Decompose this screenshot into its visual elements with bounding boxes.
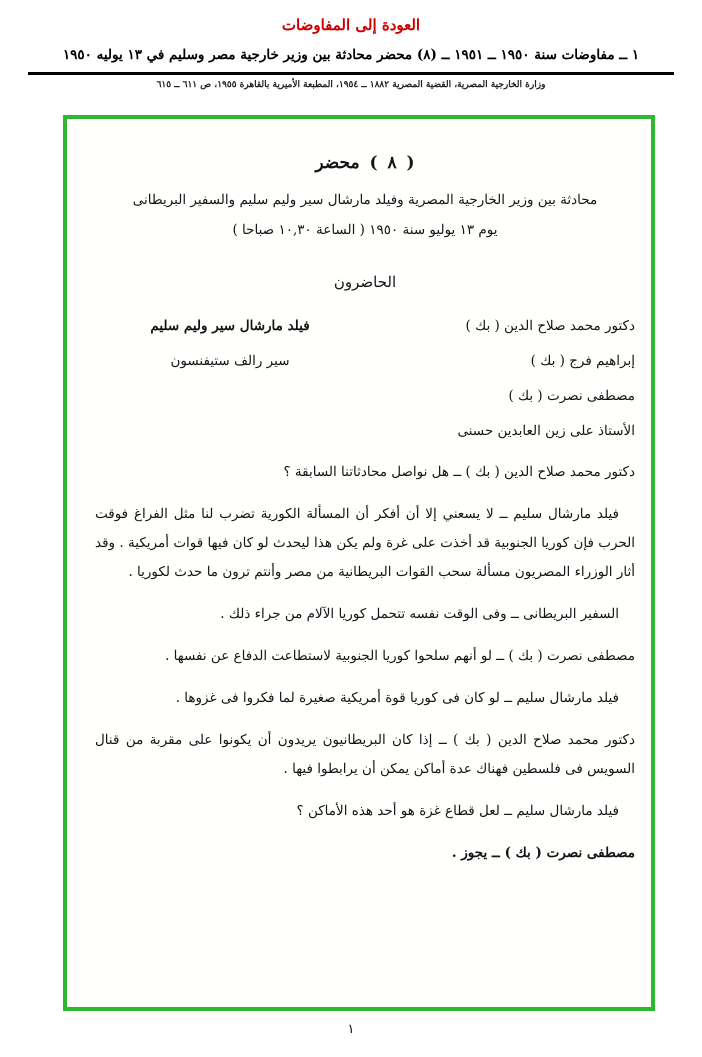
attendee-name-egyptian: مصطفى نصرت ( بك ) xyxy=(508,388,635,404)
attendees-heading: الحاضرون xyxy=(333,273,397,291)
header-section-title: ١ ــ مفاوضات سنة ١٩٥٠ ــ ١٩٥١ ــ (٨) محضر محادثة بين وزير خارجية مصر وسليم في ١٣ يوليه ١٩٥٠ xyxy=(62,47,640,63)
dialogue-paragraph: فيلد مارشال سليم ــ لا يسعني إلا أن أفكر أن المسألة الكورية تضرب لنا مثل الفراغ فوقت الحرب فإن كوريا الجنوبية قد أخذت على غرة ولم يكن هذا ليحدث لو كان فيها قوات أمريكية . وقد أثار الوزراء المصريون مسألة سحب القوات البريطانية من مصر وأنتم ترون ما حدث لكوريا . xyxy=(95,506,635,580)
dialogue-paragraph: فيلد مارشال سليم ــ لعل قطاع غزة هو أحد هذه الأماكن ؟ xyxy=(296,803,619,819)
attendee-name-british: سير رالف ستيفنسون xyxy=(170,353,290,369)
attendee-name-british: فيلد مارشال سير وليم سليم xyxy=(150,318,310,334)
header-divider xyxy=(28,72,674,75)
doc-title: ( ٨ ) محضر xyxy=(315,153,415,173)
dialogue-paragraph: مصطفى نصرت ( بك ) ــ يجوز . xyxy=(451,845,635,861)
page-header xyxy=(0,0,702,90)
attendee-name-egyptian: الأستاذ على زين العابدين حسنى xyxy=(457,423,635,439)
header-back-title: العودة إلى المفاوضات xyxy=(281,16,421,34)
attendee-row xyxy=(95,418,635,444)
header-citation: وزارة الخارجية المصرية، القضية المصرية ١٨٨٢ ــ ١٩٥٤، المطبعة الأميرية بالقاهرة ١٩٥٥، ص ٦١١ ــ ٦١٥ xyxy=(156,80,546,90)
doc-subtitle-line2: يوم ١٣ يوليو سنة ١٩٥٠ ( الساعة ١٠,٣٠ صباحا ) xyxy=(232,222,498,238)
attendee-row xyxy=(95,348,635,374)
attendee-name-british xyxy=(95,418,365,444)
dialogue-paragraph: دكتور محمد صلاح الدين ( بك ) ــ إذا كان البريطانيون يريدون أن يكونوا على مقربة من قنال السويس فى فلسطين فهناك عدة أماكن يمكن أن يرابطوا فيها . xyxy=(95,732,635,777)
doc-subtitle-line1: محادثة بين وزير الخارجية المصرية وفيلد مارشال سير وليم سليم والسفير البريطانى xyxy=(132,192,598,208)
dialogue-paragraph: السفير البريطانى ــ وفى الوقت نفسه تتحمل كوريا الآلام من جراء ذلك . xyxy=(220,606,619,622)
attendee-name-egyptian: إبراهيم فرج ( بك ) xyxy=(530,353,635,369)
attendee-name-egyptian: دكتور محمد صلاح الدين ( بك ) xyxy=(465,318,635,334)
scanned-document-frame xyxy=(63,115,655,1011)
dialogue-paragraph: دكتور محمد صلاح الدين ( بك ) ــ هل نواصل محادثاتنا السابقة ؟ xyxy=(283,464,635,480)
attendee-row xyxy=(95,313,635,339)
attendee-name-british xyxy=(95,383,365,409)
dialogue-paragraph: مصطفى نصرت ( بك ) ــ لو أنهم سلحوا كوريا الجنوبية لاستطاعت الدفاع عن نفسها . xyxy=(165,648,635,664)
attendees-list xyxy=(95,313,635,444)
dialogue-section xyxy=(95,458,635,868)
attendee-row xyxy=(95,383,635,409)
page-number: ١ xyxy=(347,1022,355,1037)
dialogue-paragraph: فيلد مارشال سليم ــ لو كان فى كوريا قوة أمريكية صغيرة لما فكروا فى غزوها . xyxy=(175,690,619,706)
